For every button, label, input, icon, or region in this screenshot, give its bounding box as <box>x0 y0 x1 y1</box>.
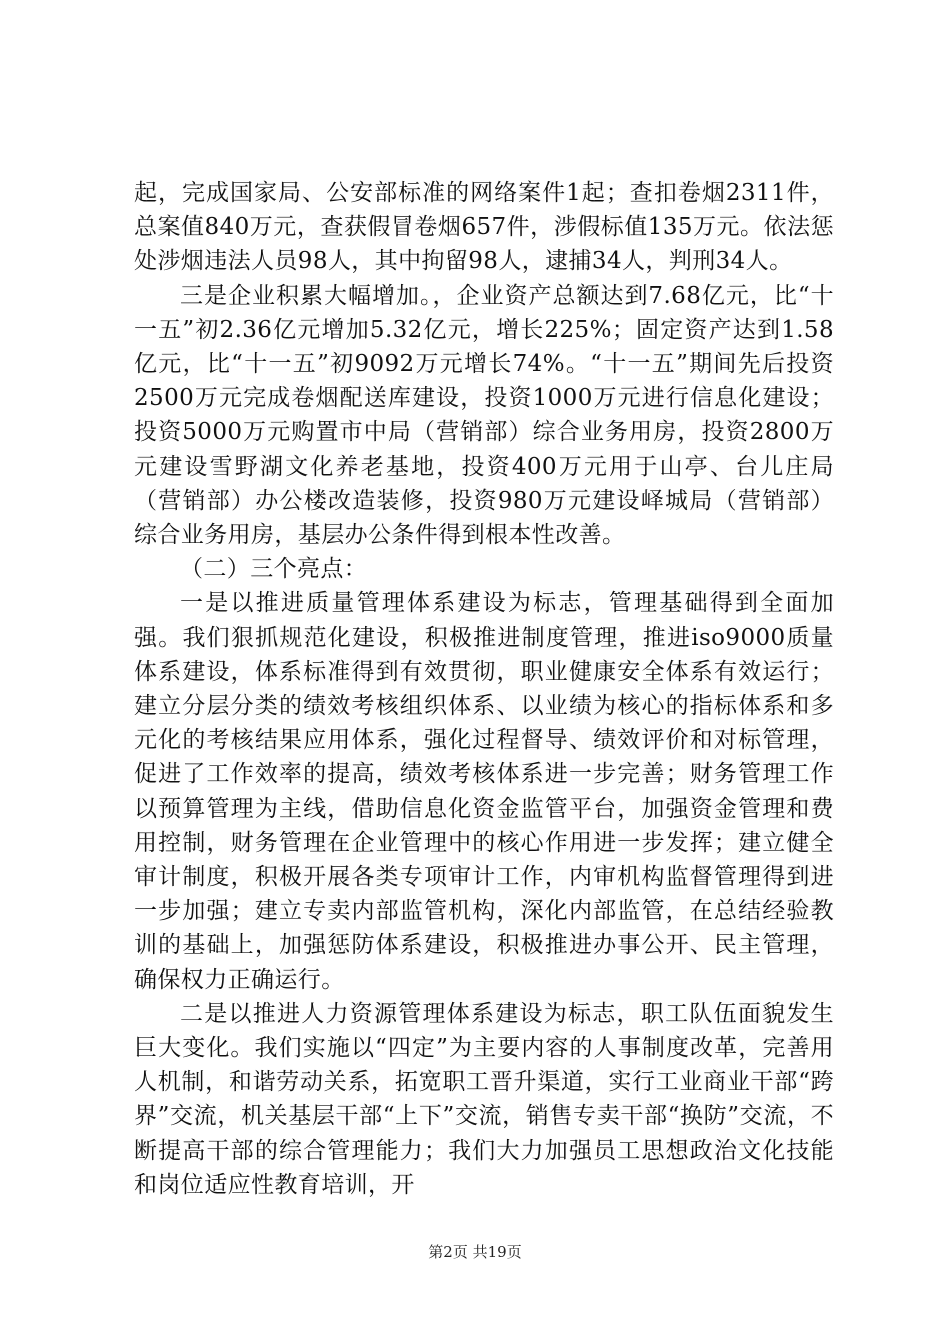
page-number: 第2页 共19页 <box>428 1243 522 1261</box>
paragraph-quality-management: 一是以推进质量管理体系建设为标志，管理基础得到全面加强。我们狠抓规范化建设，积极推进制度管理，推进iso9000质量体系建设，体系标准得到有效贯彻，职业健康安全体系有效运行；建立分层分类的绩效考核组织体系、以业绩为核心的指标体系和多元化的考核结果应用体系，强化过程督导、绩效评价和对标管理，促进了工作效率的提高，绩效考核体系进一步完善；财务管理工作以预算管理为主线，借助信息化资金监管平台，加强资金管理和费用控制，财务管理在企业管理中的核心作用进一步发挥；建立健全审计制度，积极开展各类专项审计工作，内审机构监督管理得到进一步加强；建立专卖内部监管机构，深化内部监管，在总结经验教训的基础上，加强惩防体系建设，积极推进办事公开、民主管理，确保权力正确运行。 <box>134 590 834 993</box>
paragraph-asset-growth: 三是企业积累大幅增加。，企业资产总额达到7.68亿元，比“十一五”初2.36亿元增加5.32亿元，增长225%；固定资产达到1.58亿元，比“十一五”初9092万元增长74%。“十一五”期间先后投资2500万元完成卷烟配送库建设，投资1000万元进行信息化建设；投资5000万元购置市中局（营销部）综合业务用房，投资2800万元建设雪野湖文化养老基地，投资400万元用于山亭、台儿庄局（营销部）办公楼改造装修，投资980万元建设峄城局（营销部）综合业务用房，基层办公条件得到根本性改善。 <box>134 282 834 549</box>
section-heading-three-highlights: （二）三个亮点： <box>180 556 368 583</box>
paragraph-case-statistics: 起，完成国家局、公安部标准的网络案件1起；查扣卷烟2311件，总案值840万元，查获假冒卷烟657件，涉假标值135万元。依法惩处涉烟违法人员98人，其中拘留98人，逮捕34人，判刑34人。 <box>134 180 834 275</box>
paragraph-human-resources: 二是以推进人力资源管理体系建设为标志，职工队伍面貌发生巨大变化。我们实施以“四定”为主要内容的人事制度改革，完善用人机制，和谐劳动关系，拓宽职工晋升渠道，实行工业商业干部“跨界”交流，机关基层干部“上下”交流，销售专卖干部“换防”交流，不断提高干部的综合管理能力；我们大力加强员工思想政治文化技能和岗位适应性教育培训，开 <box>134 1000 834 1198</box>
page-footer <box>0 1242 950 1262</box>
document-body <box>134 176 834 1202</box>
